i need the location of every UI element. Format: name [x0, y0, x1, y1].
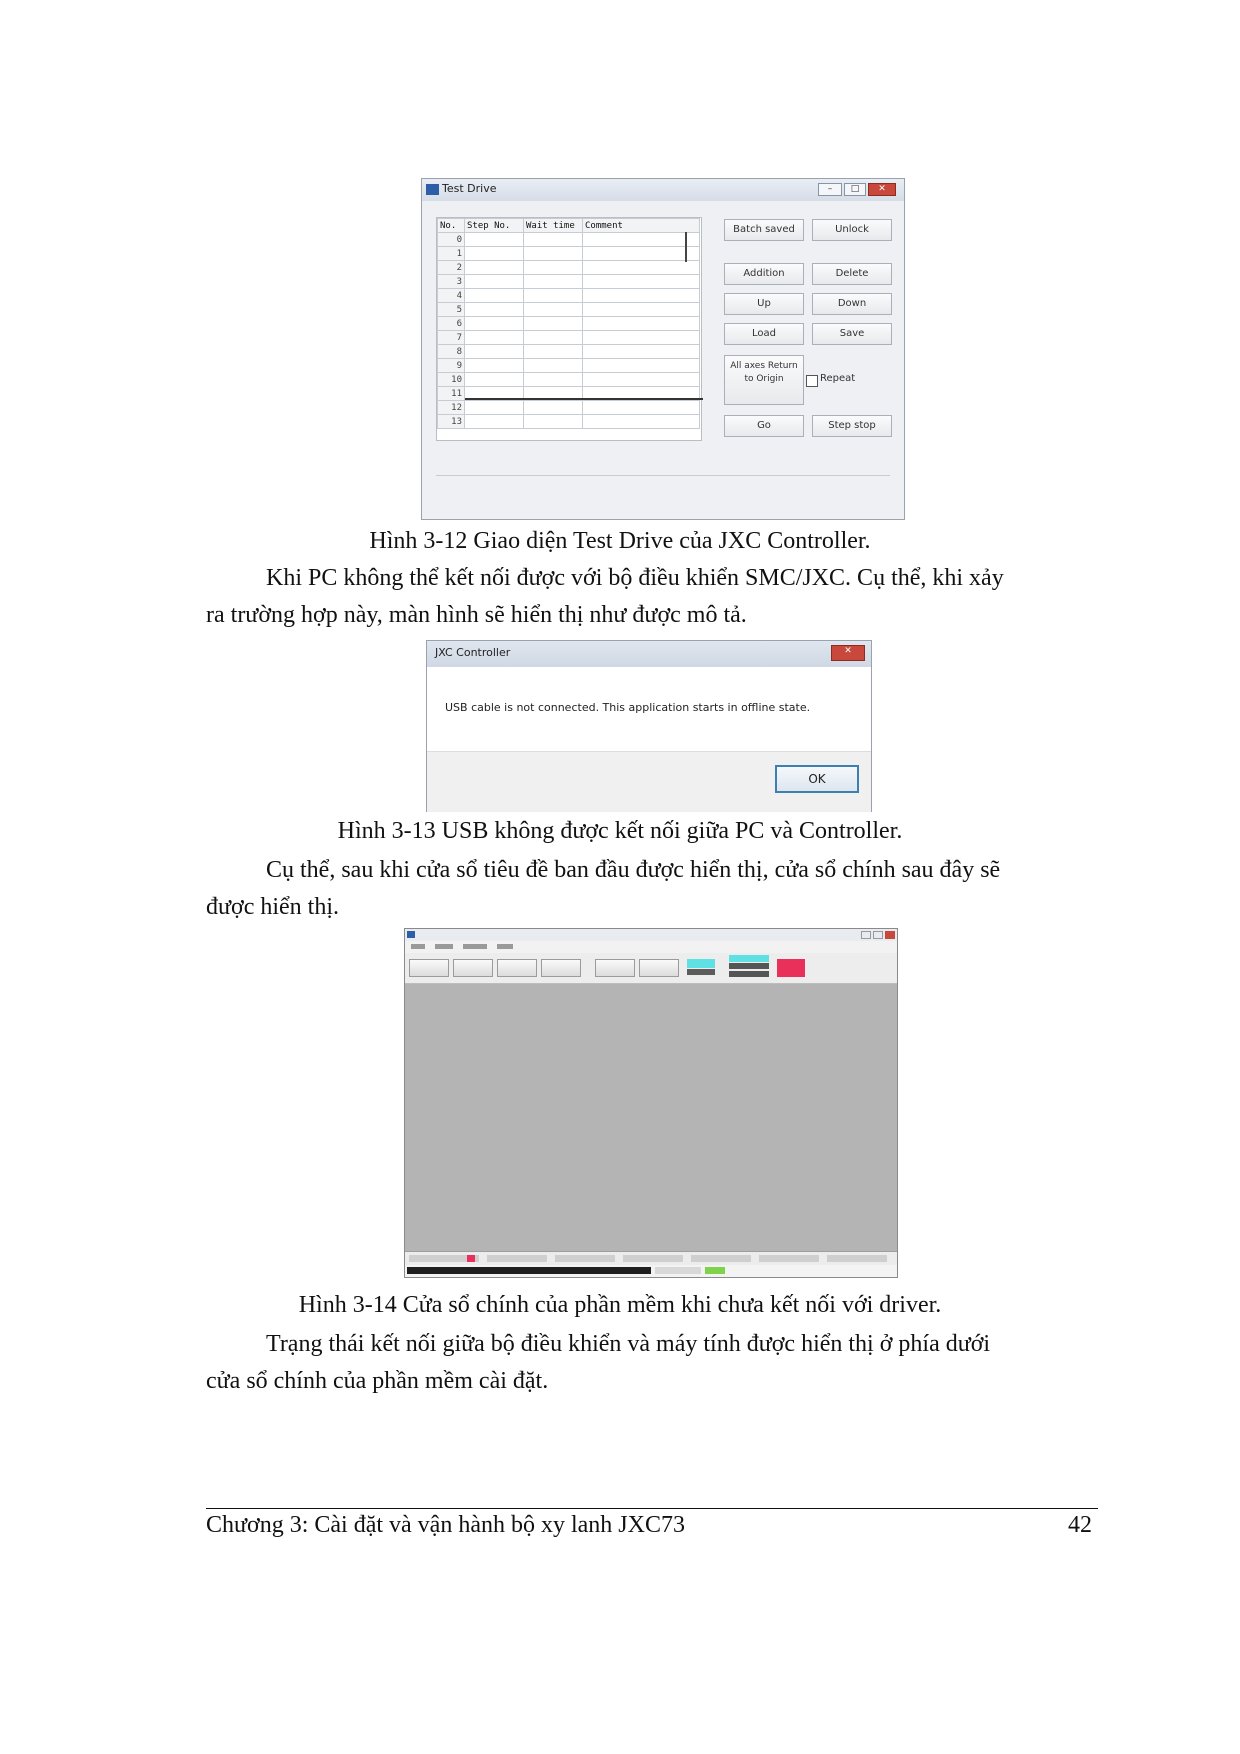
paragraph-2-line-1: Cụ thể, sau khi cửa sổ tiêu đề ban đầu được hiển thị, cửa sổ chính sau đây sẽ — [266, 857, 1001, 883]
selection-line — [465, 398, 703, 400]
table-row[interactable] — [438, 401, 700, 415]
axis-status — [759, 1255, 819, 1262]
repeat-label: Repeat — [820, 373, 856, 384]
ok-button[interactable]: OK — [775, 765, 859, 793]
row-number: 13 — [438, 415, 465, 429]
step-stop-button[interactable]: Step stop — [812, 415, 892, 437]
red-indicator[interactable] — [777, 959, 805, 977]
save-button[interactable]: Save — [812, 323, 892, 345]
menu-item[interactable] — [435, 944, 453, 949]
dialog-message: USB cable is not connected. This application starts in offline state. — [445, 701, 811, 714]
minimize-button[interactable]: – — [818, 183, 842, 196]
axis-status — [827, 1255, 887, 1262]
paragraph-3-line-2: cửa sổ chính của phần mềm cài đặt. — [206, 1368, 549, 1394]
page-number: 42 — [1068, 1512, 1092, 1538]
connection-status-bar — [405, 1265, 897, 1277]
row-number: 5 — [438, 303, 465, 317]
status-field — [687, 969, 715, 975]
paragraph-2-line-2: được hiển thị. — [206, 894, 340, 920]
cyan-indicator — [687, 959, 715, 968]
main-window — [404, 928, 898, 1278]
test-drive-window — [421, 178, 905, 520]
menu-item[interactable] — [463, 944, 487, 949]
repeat-checkbox[interactable] — [806, 375, 818, 387]
paragraph-3-line-1: Trạng thái kết nối giữa bộ điều khiển và máy tính được hiển thị ở phía dưới — [266, 1331, 991, 1357]
maximize-button[interactable]: □ — [844, 183, 866, 196]
header-step-no: Step No. — [465, 219, 524, 233]
status-text-field — [655, 1267, 701, 1274]
paragraph-1 — [206, 560, 1090, 634]
delete-button[interactable]: Delete — [812, 263, 892, 285]
axis-status-bar — [405, 1251, 897, 1266]
close-button[interactable] — [885, 931, 895, 939]
addition-button[interactable]: Addition — [724, 263, 804, 285]
row-number: 12 — [438, 401, 465, 415]
online-indicator — [705, 1267, 725, 1274]
figure-14-caption: Hình 3-14 Cửa sổ chính của phần mềm khi chưa kết nối với driver. — [298, 1292, 942, 1318]
dialog-title: JXC Controller — [435, 646, 511, 659]
paragraph-2 — [206, 852, 1090, 926]
table-row[interactable] — [438, 317, 700, 331]
toolbar-button[interactable] — [541, 959, 581, 977]
row-number: 8 — [438, 345, 465, 359]
table-row[interactable] — [438, 345, 700, 359]
toolbar-button[interactable] — [453, 959, 493, 977]
figure-13-caption: Hình 3-13 USB không được kết nối giữa PC và Controller. — [337, 818, 903, 844]
row-number: 0 — [438, 233, 465, 247]
scroll-indicator — [685, 232, 687, 262]
table-row[interactable] — [438, 373, 700, 387]
cyan-indicator — [729, 955, 769, 962]
row-number: 6 — [438, 317, 465, 331]
table-row[interactable] — [438, 303, 700, 317]
axis-alarm-icon — [467, 1255, 475, 1262]
load-button[interactable]: Load — [724, 323, 804, 345]
go-button[interactable]: Go — [724, 415, 804, 437]
figure-12-caption: Hình 3-12 Giao diện Test Drive của JXC Controller. — [369, 528, 871, 554]
app-icon — [407, 931, 415, 938]
title-bar — [405, 929, 897, 941]
axis-status — [691, 1255, 751, 1262]
menu-item[interactable] — [497, 944, 513, 949]
row-number: 1 — [438, 247, 465, 261]
down-button[interactable]: Down — [812, 293, 892, 315]
up-button[interactable]: Up — [724, 293, 804, 315]
row-number: 7 — [438, 331, 465, 345]
axis-status — [555, 1255, 615, 1262]
header-wait-time: Wait time — [524, 219, 583, 233]
axis-status — [623, 1255, 683, 1262]
toolbar-button[interactable] — [409, 959, 449, 977]
table-row[interactable] — [438, 233, 700, 247]
header-comment: Comment — [583, 219, 700, 233]
table-row[interactable] — [438, 275, 700, 289]
paragraph-1-line-2: ra trường hợp này, màn hình sẽ hiển thị như được mô tả. — [206, 602, 747, 628]
toolbar-button[interactable] — [497, 959, 537, 977]
step-table[interactable] — [436, 217, 702, 441]
table-row[interactable] — [438, 415, 700, 429]
connection-progress — [407, 1267, 651, 1274]
header-no: No. — [438, 219, 465, 233]
footer-rule — [206, 1508, 1098, 1509]
axis-status — [487, 1255, 547, 1262]
status-field — [729, 971, 769, 977]
row-number: 10 — [438, 373, 465, 387]
paragraph-1-line-1: Khi PC không thể kết nối được với bộ điều khiển SMC/JXC. Cụ thể, khi xảy — [266, 565, 1004, 591]
window-title: Test Drive — [442, 182, 497, 195]
table-row[interactable] — [438, 331, 700, 345]
table-row[interactable] — [438, 261, 700, 275]
chapter-title: Chương 3: Cài đặt và vận hành bộ xy lanh JXC73 — [206, 1512, 685, 1538]
status-field — [729, 963, 769, 969]
row-number: 11 — [438, 387, 465, 401]
status-area — [436, 475, 890, 512]
toolbar-button[interactable] — [595, 959, 635, 977]
toolbar-button[interactable] — [639, 959, 679, 977]
unlock-button[interactable]: Unlock — [812, 219, 892, 241]
table-row[interactable] — [438, 359, 700, 373]
row-number: 2 — [438, 261, 465, 275]
close-button[interactable]: ✕ — [868, 183, 896, 196]
minimize-button[interactable] — [861, 931, 871, 939]
row-number: 4 — [438, 289, 465, 303]
row-number: 9 — [438, 359, 465, 373]
paragraph-3 — [206, 1326, 1090, 1400]
jxc-controller-dialog — [426, 640, 872, 812]
return-to-origin-button[interactable]: All axes Return to Origin — [724, 355, 804, 405]
batch-saved-button[interactable]: Batch saved — [724, 219, 804, 241]
row-number: 3 — [438, 275, 465, 289]
table-row[interactable] — [438, 247, 700, 261]
close-button[interactable]: ✕ — [831, 645, 865, 661]
app-icon — [426, 184, 439, 195]
table-row[interactable] — [438, 289, 700, 303]
menu-item[interactable] — [411, 944, 425, 949]
maximize-button[interactable] — [873, 931, 883, 939]
menu-bar — [405, 941, 897, 953]
